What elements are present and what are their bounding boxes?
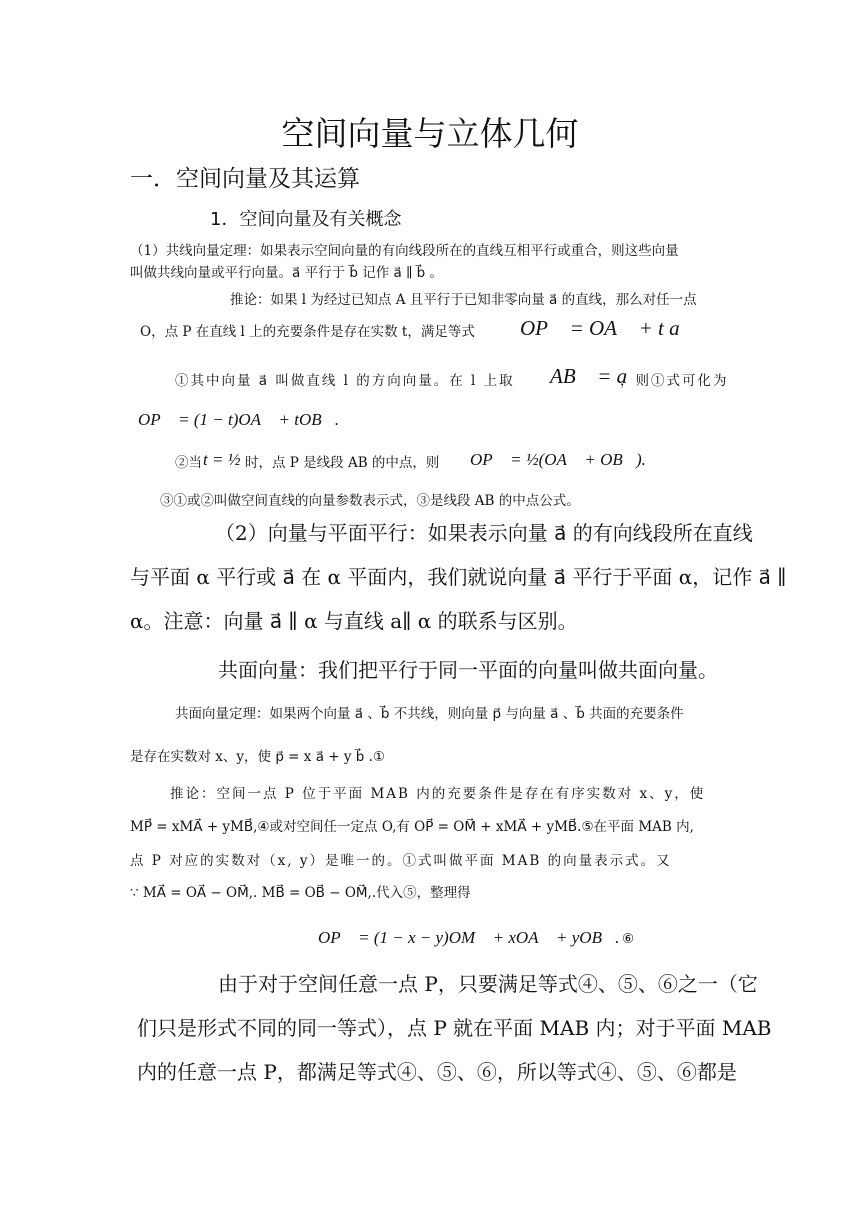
corollary-line2: O，点 P 在直线 l 上的充要条件是存在实数 t，满足等式 (140, 324, 475, 340)
coplanar-theorem-line2: 是存在实数对 x、y，使 p⃗ = x a⃗ + y b⃗ .① (130, 749, 386, 765)
paragraph-collinear-line1: （1）共线向量定理：如果表示空间向量的有向线段所在的直线互相平行或重合，则这些向量 (130, 243, 679, 259)
equation-midpoint: OP⃗ = ½(OA⃗ + OB⃗). (470, 450, 646, 469)
midpoint-text-a: ②当 (175, 455, 202, 471)
coplanar-corollary-line3: 点 P 对应的实数对（x, y）是唯一的。①式叫做平面 MAB 的向量表示式。又 (130, 853, 672, 869)
coplanar-corollary-line2: MP⃗ = xMA⃗ + yMB⃗,④或对空间任一定点 O,有 OP⃗ = OM⃗ + xMA⃗ + yMB⃗.⑤在平面 MAB 内, (130, 819, 694, 835)
equation-6-number: ⑥ (622, 931, 635, 947)
section-heading: 一．空间向量及其运算 (130, 166, 360, 192)
equation-ab: AB⃗ = a⃗ (550, 364, 644, 388)
midpoint-t-value: t = ½ (203, 450, 241, 469)
conclusion-line1: 由于对于空间任意一点 P，只要满足等式④、⑤、⑥之一（它 (218, 972, 758, 996)
coplanar-theorem-line1: 共面向量定理：如果两个向量 a⃗ 、b⃗ 不共线，则向量 p⃗ 与向量 a⃗ 、b⃗ 共面的充要条件 (175, 706, 684, 722)
paragraph-collinear-line2: 叫做共线向量或平行向量。a⃗ 平行于 b⃗ 记作 a⃗ ∥ b⃗ 。 (130, 265, 443, 281)
direction-vector-text: ①其中向量 a⃗ 叫做直线 l 的方向向量。在 l 上取 (175, 373, 515, 389)
direction-vector-text-end: ，则①式可化为 (620, 373, 729, 389)
page-title: 空间向量与立体几何 (281, 114, 579, 153)
parametric-note: ③①或②叫做空间直线的向量参数表示式，③是线段 AB 的中点公式。 (160, 493, 580, 509)
coplanar-corollary-line4: ∵ MA⃗ = OA⃗ − OM⃗,. MB⃗ = OB⃗ − OM⃗,.代入⑤，整理得 (130, 885, 471, 901)
equation-op-combination: OP⃗ = (1 − t)OA⃗ + tOB⃗. (138, 410, 340, 429)
plane-parallel-line3: α。注意：向量 a⃗ ∥ α 与直线 a∥ α 的联系与区别。 (130, 609, 578, 633)
midpoint-text-b: 时，点 P 是线段 AB 的中点，则 (245, 455, 440, 471)
plane-parallel-line2: 与平面 α 平行或 a⃗ 在 α 平面内，我们就说向量 a⃗ 平行于平面 α，记作 a⃗ ∥ (130, 565, 787, 589)
corollary-line1: 推论：如果 l 为经过已知点 A 且平行于已知非零向量 a⃗ 的直线，那么对任一点 (230, 292, 697, 308)
plane-parallel-line1: （2）向量与平面平行：如果表示向量 a⃗ 的有向线段所在直线 (215, 521, 753, 545)
coplanar-corollary-line1: 推论：空间一点 P 位于平面 MAB 内的充要条件是存在有序实数对 x、y，使 (170, 786, 706, 802)
equation-6: OP⃗ = (1 − x − y)OM⃗ + xOA⃗ + yOB⃗. (318, 928, 620, 947)
equation-line-parametric: OP⃗ = OA⃗ + t a⃗ (520, 316, 696, 340)
conclusion-line2: 们只是形式不同的同一等式），点 P 就在平面 MAB 内；对于平面 MAB (137, 1016, 772, 1040)
subsection-heading: 1．空间向量及有关概念 (210, 209, 402, 230)
coplanar-definition: 共面向量：我们把平行于同一平面的向量叫做共面向量。 (218, 658, 718, 682)
conclusion-line3: 内的任意一点 P，都满足等式④、⑤、⑥，所以等式④、⑤、⑥都是 (137, 1060, 737, 1084)
